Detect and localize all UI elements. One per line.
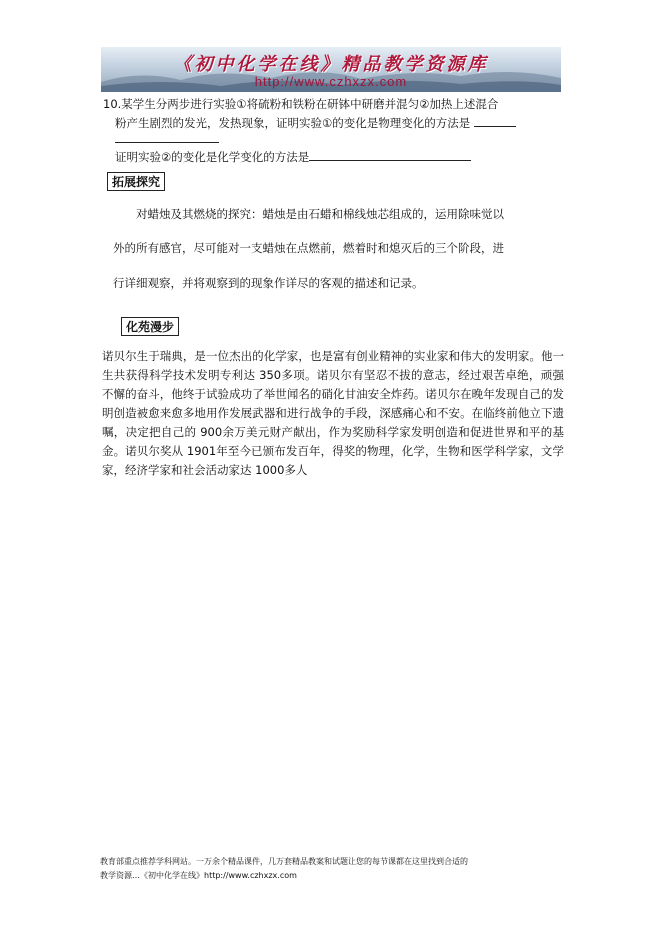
- banner-url[interactable]: http://www.czhxzx.com: [254, 74, 408, 89]
- answer-blank: [474, 114, 516, 127]
- banner-title: 《初中化学在线》精品教学资源库: [173, 54, 489, 75]
- explore-line2: 外的所有感官，尽可能对一支蜡烛在点燃前，燃着时和熄灭后的三个阶段，进: [113, 241, 504, 255]
- question-10: [103, 95, 563, 133]
- question-10-line3: [115, 148, 471, 167]
- section-heading-tuozhan: 拓展探究: [107, 172, 165, 191]
- explore-line3: 行详细观察，并将观察到的现象作详尽的客观的描述和记录。: [113, 276, 424, 290]
- question-10-line2: [103, 114, 563, 133]
- question-10-line1: 10.某学生分两步进行实验①将硫粉和铁粉在研钵中研磨并混匀②加热上述混合: [103, 97, 499, 111]
- question-10-line3-text: 证明实验②的变化是化学变化的方法是: [115, 150, 310, 164]
- explore-line1: 对蜡烛及其燃烧的探究：蜡烛是由石蜡和棉线烛芯组成的，运用除味觉以: [136, 207, 504, 221]
- answer-blank-2: [309, 148, 471, 161]
- question-10-line2-text: 粉产生剧烈的发光，发热现象，证明实验①的变化是物理变化的方法是: [115, 116, 471, 130]
- footer-line1: 教育部重点推荐学科网站。一万余个精品课件，几万套精品教案和试题让您的每节课都在这里找到合适的: [100, 857, 468, 866]
- page-footer: [100, 855, 570, 883]
- nobel-paragraph: 诺贝尔生于瑞典，是一位杰出的化学家，也是富有创业精神的实业家和伟大的发明家。他一生共获得科学技术发明专利达 350多项。诺贝尔有坚忍不拔的意志，经过艰苦卓绝，顽强不懈的奋斗，他终于试验成功了举世闻名的硝化甘油安全炸药。诺贝尔在晚年发现自己的发明创造被愈来愈多地用作发展武器和进行战争的手段，深感痛心和不安。在临终前他立下遗嘱，决定把自己的 900余万美元财产献出，作为奖励科学家发明创造和促进世界和平的基金。诺贝尔奖从 1901年至今已颁布发百年，得奖的物理，化学，生物和医学科学家，文学家，经济学家和社会活动家达 1000多人: [102, 349, 564, 477]
- header-banner: [101, 47, 561, 92]
- section-heading-huayuan: 化苑漫步: [121, 317, 179, 336]
- answer-blank-continued: [115, 142, 219, 143]
- footer-line2: 教学资源…《初中化学在线》http://www.czhxzx.com: [100, 871, 297, 880]
